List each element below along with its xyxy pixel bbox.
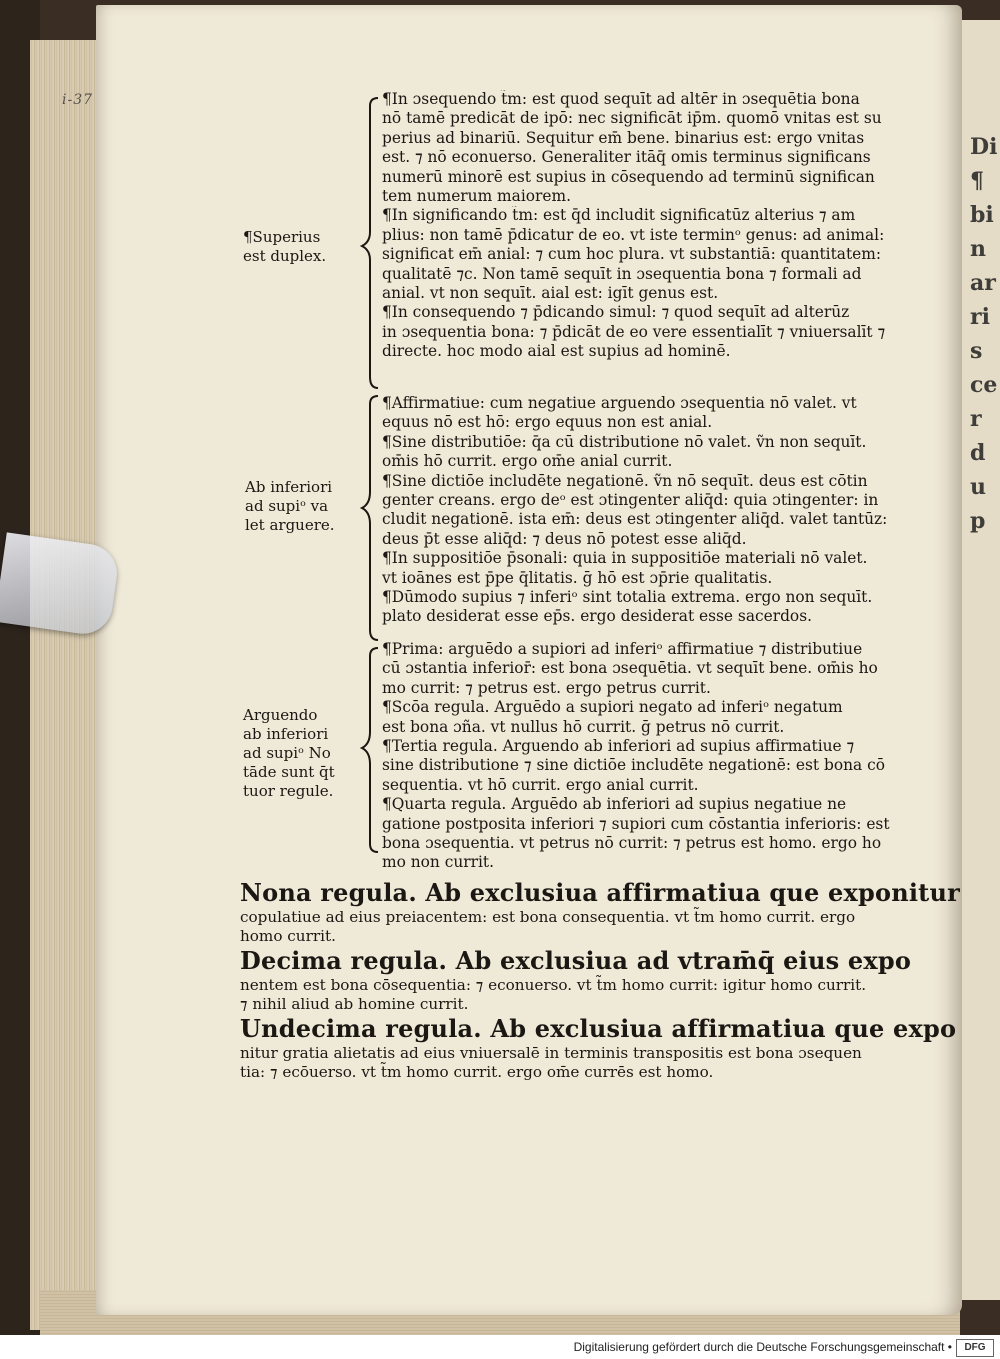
gloss-line: tuor regule. [243,782,334,800]
text-line: ¶Quarta regula. Arguēdo ab inferiori ad supius negatiue ne [382,795,847,814]
text-line: cludit negationē. ista em̄: deus est ɔtingenter aliq̄d. valet tantūz: [382,510,888,529]
facing-page-text: Di ¶ binar ris cer dup [970,134,998,534]
rule-nona [240,878,960,946]
gloss-superius [243,228,326,266]
text-line: plius: non tamē p̄dicatur de eo. vt iste terminᵒ genus: ad animal: [382,225,885,244]
text-line: ¶Scōa regula. Arguēdo a supiori negato ad inferiᵒ negatum [382,698,843,717]
text-line: ¶Sine dictiōe includēte negationē. ṽn nō sequīt. deus est cōtin [382,471,868,490]
gloss-line: tāde sunt q̄t [243,763,335,781]
gloss-line: est duplex. [243,247,327,265]
gloss-line: ad supiᵒ No [243,744,331,762]
rule-decima [240,946,910,1014]
text-line: deus p̄t esse aliq̄d: ⁊ deus nō potest esse aliq̄d. [382,529,747,548]
text-line: est bona ɔña. vt nullus hō currit. ḡ petrus nō currit. [382,717,785,736]
brace-arguendo [362,648,378,852]
text-block-ab-inferiori [382,394,907,627]
text-line: gatione postposita inferiori ⁊ supiori cum cōstantia inferioris: est [382,814,890,833]
digitization-footer [0,1335,1000,1359]
rule-heading: Nona regula. Ab exclusiua affirmatiua que exponitur [240,878,960,907]
text-line: cū ɔstantia inferior̄: est bona ɔsequētia. vt sequīt bene. om̄is ho [382,659,878,678]
text-line: ¶Dūmodo supius ⁊ inferiᵒ sint totalia extrema. ergo non sequīt. [382,587,873,606]
footer-credit: Digitalisierung gefördert durch die Deutsche Forschungsgemeinschaft • [573,1340,952,1354]
text-line: ¶Sine distributiōe: q̄a cū distributione nō valet. ṽn non sequīt. [382,432,867,451]
text-line: vt ioānes est p̄pe q̄litatis. ḡ hō est ɔp̄rie qualitatis. [382,568,773,587]
gloss-line: ad supiᵒ va [245,497,329,515]
plastic-page-tab [0,532,121,637]
text-line: mo non currit. [382,853,494,872]
rule-heading: Decima regula. Ab exclusiua ad vtram̄q̄ eius expo [240,946,912,975]
text-line: nō tamē predicāt de ipō: nec significāt ip̄m. quomō vnitas est su [382,109,882,128]
text-line: ¶In ɔsequendo t̃m: est quod sequīt ad altēr in ɔsequētia bona [382,90,860,108]
text-line: directe. hoc modo aial est supius ad hominē. [382,342,731,361]
text-line: in ɔsequentia bona: ⁊ p̄dicāt de eo vere essentialīt ⁊ vniuersalīt ⁊ [382,322,886,341]
gloss-arguendo [243,706,335,801]
text-line: equus nō est hō: ergo equus non est anial. [382,413,713,432]
text-block-superius [382,90,907,361]
rule-line: tia: ⁊ ecōuerso. vt t̃m homo currit. ergo om̄e currēs est homo. [240,1063,714,1081]
text-line: numerū minorē est supius in cōsequendo ad terminū significan [382,167,875,186]
rule-undecima [240,1014,957,1082]
text-line: perius ad binariū. Sequitur em̄ bene. binarius est: ergo vnitas [382,128,865,147]
gloss-line: ¶Superius [243,228,321,246]
rule-line: homo currit. [240,927,336,945]
brace-lines [340,92,386,862]
text-line: ¶Affirmatiue: cum negatiue arguendo ɔsequentia nō valet. vt [382,394,857,412]
text-line: ¶Tertia regula. Arguendo ab inferiori ad supius affirmatiue ⁊ [382,736,855,755]
text-line: bona ɔsequentia. vt petrus nō currit: ⁊ petrus est homo. ergo ho [382,833,882,852]
text-line: plato desiderat esse ep̄s. ergo desiderat esse sacerdos. [382,607,812,626]
text-line: mo currit: ⁊ petrus est. ergo petrus currit. [382,678,711,697]
facing-page-fragment [962,20,1000,1300]
text-line: genter creans. ergo deᵒ est ɔtingenter aliq̄d: quia ɔtingenter: in [382,490,879,509]
gloss-line: let arguere. [245,516,335,534]
gloss-line: Arguendo [243,706,318,724]
text-line: ¶Prima: arguēdo a supiori ad inferiᵒ affirmatiue ⁊ distributiue [382,640,863,658]
text-line: sine distributione ⁊ sine dictiōe includēte negationē: est bona cō [382,756,885,775]
text-line: ¶In consequendo ⁊ p̄dicando simul: ⁊ quod sequīt ad alterūz [382,303,850,322]
gloss-ab-inferiori [245,478,335,535]
rule-line: copulatiue ad eius preiacentem: est bona consequentia. vt t̃m homo currit. ergo [240,908,856,926]
brace-ab-inferiori [362,396,378,640]
text-line: sequentia. vt hō currit. ergo anial currit. [382,775,699,794]
brace-superius [362,98,378,388]
gloss-line: ab inferiori [243,725,329,743]
pencil-shelfmark: i-37 [62,92,94,108]
dfg-logo-icon: DFG [956,1339,994,1357]
gloss-line: Ab inferiori [245,478,333,496]
rule-heading: Undecima regula. Ab exclusiua affirmatiua que expo [240,1014,957,1043]
text-block-arguendo [382,640,907,873]
rule-line: nentem est bona cōsequentia: ⁊ econuerso. vt t̃m homo currit: igitur homo currit. [240,976,867,994]
text-line: tem numerum maiorem. [382,186,571,205]
text-line: anial. vt non sequīt. aial est: igīt genus est. [382,283,719,302]
text-line: om̄is hō currit. ergo om̄e anial currit. [382,452,673,471]
text-line: ¶In suppositiōe p̄sonali: quia in suppositiōe materiali nō valet. [382,549,868,568]
rules-section [240,878,960,1082]
rule-line: nitur gratia alietatis ad eius vniuersalē in terminis transpositis est bona ɔsequen [240,1044,862,1062]
text-line: ¶In significando t̃m: est q̄d includit significatūz alterius ⁊ am [382,206,856,225]
text-line: significat em̄ anial: ⁊ cum hoc plura. vt substantiā: quantitatem: [382,245,882,264]
text-line: est. ⁊ nō econuerso. Generaliter itāq̄ omis terminus significans [382,148,871,167]
text-line: qualitatē ⁊c. Non tamē sequīt in ɔsequentia bona ⁊ formali ad [382,264,862,283]
rule-line: ⁊ nihil aliud ab homine currit. [240,995,469,1013]
